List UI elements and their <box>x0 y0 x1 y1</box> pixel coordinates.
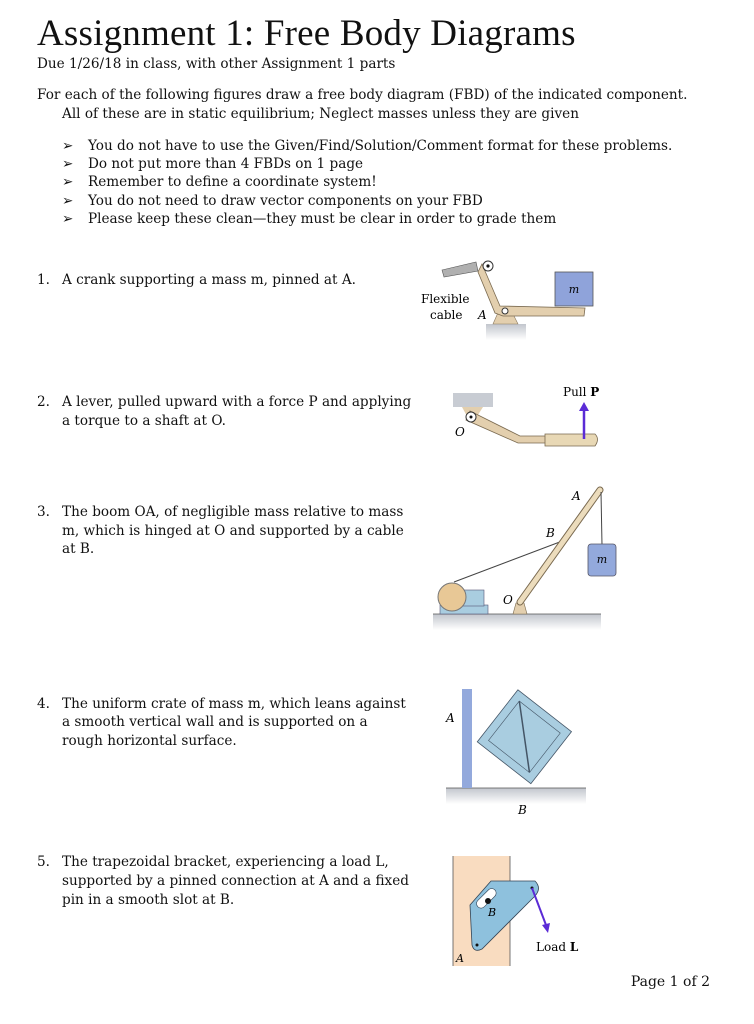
mass-label: m <box>568 283 580 296</box>
point-label: O <box>503 593 513 607</box>
crate-figure <box>445 689 586 817</box>
lever-handle <box>545 434 598 446</box>
pull-label: Pull P <box>563 385 600 399</box>
arrowhead-bullet-icon: ➢ <box>62 193 74 209</box>
lever-arm <box>466 411 548 443</box>
problem-number: 2. <box>37 394 50 410</box>
problem-5-text: supported by a pinned connection at A and a fixed <box>62 873 409 889</box>
problem-5-text: The trapezoidal bracket, experiencing a load L, <box>62 854 389 870</box>
problem-3-text: The boom OA, of negligible mass relative to mass <box>62 504 404 520</box>
flexible-cable <box>442 262 478 277</box>
page-title: Assignment 1: Free Body Diagrams <box>37 13 576 54</box>
bullet-text: Do not put more than 4 FBDs on 1 page <box>88 156 364 172</box>
problem-4-text: rough horizontal surface. <box>62 733 237 749</box>
intro-line-1: For each of the following figures draw a free body diagram (FBD) of the indicated component. <box>37 87 688 103</box>
bullet-text: Remember to define a coordinate system! <box>88 174 377 190</box>
crank-figure <box>421 261 593 340</box>
lever-figure <box>453 385 599 446</box>
problem-5-text: pin in a smooth slot at B. <box>62 892 235 908</box>
point-label: A <box>478 308 487 322</box>
point-label: B <box>546 526 555 540</box>
wall <box>462 689 472 788</box>
page-number: Page 1 of 2 <box>630 974 710 990</box>
load-arrow <box>532 888 546 925</box>
problem-3-text: m, which is hinged at O and supported by a cable <box>62 523 404 539</box>
problem-number: 4. <box>37 696 50 712</box>
cable-label: Flexible <box>421 292 470 306</box>
intro-line-2: All of these are in static equilibrium; Neglect masses unless they are given <box>62 106 579 122</box>
winch-drum <box>438 583 466 611</box>
problem-3-text: at B. <box>62 541 95 557</box>
problem-number: 3. <box>37 504 50 520</box>
arrowhead-bullet-icon: ➢ <box>62 211 74 227</box>
problem-4-text: a smooth vertical wall and is supported on a <box>62 714 368 730</box>
arrowhead-bullet-icon: ➢ <box>62 138 74 154</box>
point-label: A <box>456 952 464 965</box>
boom-figure <box>433 489 616 630</box>
bullet-text: You do not have to use the Given/Find/Solution/Comment format for these problems. <box>88 138 673 154</box>
bracket-figure <box>453 856 579 966</box>
problem-1-text: A crank supporting a mass m, pinned at A. <box>62 272 356 288</box>
mass-label: m <box>596 553 608 566</box>
problem-number: 5. <box>37 854 50 870</box>
bullet-text: Please keep these clean—they must be clear in order to grade them <box>88 211 557 227</box>
point-label: B <box>488 906 497 919</box>
point-label: A <box>446 711 455 725</box>
cable-label: cable <box>430 308 463 322</box>
problem-2-text: A lever, pulled upward with a force P and applying <box>62 394 412 410</box>
problem-number: 1. <box>37 272 50 288</box>
point-label: A <box>572 489 581 503</box>
bullet-text: You do not need to draw vector components on your FBD <box>88 193 483 209</box>
arrowhead-bullet-icon: ➢ <box>62 156 74 172</box>
load-label: Load L <box>536 940 579 954</box>
due-date: Due 1/26/18 in class, with other Assignment 1 parts <box>37 56 396 72</box>
problem-2-text: a torque to a shaft at O. <box>62 413 226 429</box>
problem-4-text: The uniform crate of mass m, which leans against <box>62 696 406 712</box>
arrowhead-bullet-icon: ➢ <box>62 174 74 190</box>
point-label: O <box>455 425 465 439</box>
point-label: B <box>518 803 527 817</box>
